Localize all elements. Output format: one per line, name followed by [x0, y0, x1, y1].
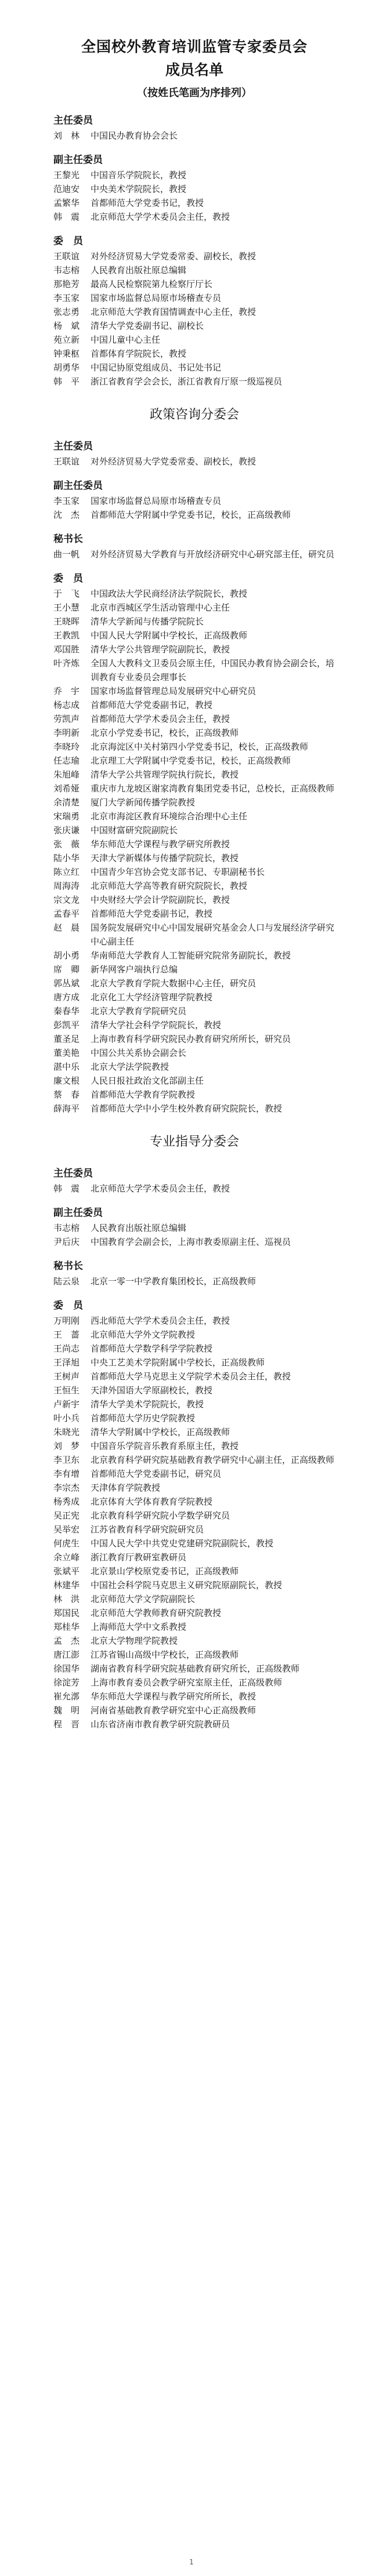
member-name: 何虎生 — [53, 1538, 80, 1549]
member-row — [53, 455, 335, 468]
member-name: 李晓玲 — [53, 742, 80, 752]
member-role: 清华大学美术学院院长，教授 — [91, 1399, 204, 1409]
member-role: 中国人民大学中共党史党建研究院副院长，教授 — [91, 1538, 274, 1549]
member-name: 孟繁华 — [53, 198, 80, 208]
member-name: 李有增 — [53, 1469, 80, 1479]
member-name: 孟春平 — [53, 909, 80, 919]
member-role: 最高人民检察院第九检察厅厅长 — [91, 279, 213, 289]
member-role: 中国青少年宫协会党支部书记、专职副秘书长 — [91, 867, 265, 877]
member-row — [53, 361, 335, 375]
member-name: 吴举宏 — [53, 1524, 80, 1535]
member-row — [53, 347, 335, 361]
member-role: 中国财富研究院副院长 — [91, 825, 178, 835]
member-name: 徐国华 — [53, 1663, 80, 1674]
member-role: 北京大学物理学院教授 — [91, 1636, 178, 1646]
member-row — [53, 1453, 335, 1467]
member-role: 首都师范大学党委副书记，研究员 — [91, 1469, 222, 1479]
member-name: 张斌平 — [53, 1566, 80, 1576]
member-name: 那艳芳 — [53, 279, 80, 289]
member-role: 浙江教育厅教研室教研员 — [91, 1552, 187, 1563]
member-row — [53, 1523, 335, 1536]
member-role: 中国音乐学院音乐教育系原主任，教授 — [91, 1441, 239, 1451]
member-group — [53, 531, 335, 561]
member-name: 宋瑞勇 — [53, 811, 80, 822]
member-name: 彭凯平 — [53, 1020, 80, 1030]
group-title: 主任委员 — [53, 115, 93, 126]
member-row — [53, 1717, 335, 1731]
member-name: 王恒生 — [53, 1385, 80, 1396]
member-role: 北京师范大学教师教育研究院教授 — [91, 1608, 222, 1618]
member-role: 厦门大学新闻传播学院教授 — [91, 797, 196, 808]
member-row — [53, 782, 335, 795]
member-role: 清华大学公共管理学院执行院长，教授 — [91, 769, 239, 780]
member-name: 张庆谦 — [53, 825, 80, 835]
member-name: 董圣足 — [53, 1034, 80, 1044]
member-role: 国家市场监督总局原市场稽查专员 — [91, 496, 222, 506]
member-row — [53, 1018, 335, 1032]
member-role: 上海市教育委员会教学研究室原主任，正高级教师 — [91, 1677, 283, 1688]
member-row — [53, 1467, 335, 1481]
member-role: 人民教育出版社原总编辑 — [91, 265, 187, 275]
member-role: 中央美术学院院长，教授 — [91, 184, 187, 194]
member-name: 宗文龙 — [53, 895, 80, 905]
member-row — [53, 1439, 335, 1453]
group-title: 委 员 — [53, 235, 83, 247]
member-role: 首都师范大学教育学院教授 — [91, 1089, 196, 1100]
member-row — [53, 684, 335, 698]
member-row — [53, 1550, 335, 1564]
member-row — [53, 1274, 335, 1288]
main-committee-list — [53, 112, 335, 388]
member-role: 浙江省教育学会会长，浙江省教育厅原一级巡视员 — [91, 376, 283, 387]
member-row — [53, 168, 335, 182]
member-name: 叶小兵 — [53, 1413, 80, 1423]
member-name: 王 蔷 — [53, 1329, 80, 1340]
member-name: 刘 梦 — [53, 1441, 80, 1451]
group-title: 秘书长 — [53, 1260, 83, 1272]
member-role: 国家市场监督管理总局发展研究中心研究员 — [91, 686, 256, 696]
member-row — [53, 879, 335, 893]
member-group — [53, 1258, 335, 1288]
member-row — [53, 182, 335, 196]
member-role: 江苏省教育科学研究院研究员 — [91, 1524, 204, 1535]
member-row — [53, 615, 335, 628]
member-name: 张 薇 — [53, 839, 80, 849]
member-role: 北京海淀区中关村第四小学党委书记，校长，正高级教师 — [91, 742, 309, 752]
policy-committee-list — [53, 438, 335, 1116]
member-group — [53, 152, 335, 224]
member-name: 朱晓光 — [53, 1427, 80, 1437]
member-group — [53, 1205, 335, 1249]
member-row — [53, 1342, 335, 1356]
member-name: 董美艳 — [53, 1048, 80, 1058]
member-role: 北京大学教育学院大数据中心主任，研究员 — [91, 978, 256, 989]
member-role: 中国记协原党组成员、书记处书记 — [91, 362, 222, 373]
member-role: 首都师范大学附属中学党委书记，校长，正高级教师 — [91, 510, 291, 520]
member-role: 天津体育学院教授 — [91, 1483, 161, 1493]
member-row — [53, 508, 335, 522]
member-name: 王尚志 — [53, 1343, 80, 1354]
member-role: 清华大学附属中学校长，正高级教师 — [91, 1427, 230, 1437]
member-row — [53, 210, 335, 224]
member-name: 陆云泉 — [53, 1276, 80, 1287]
member-role: 北京小学党委书记，校长，正高级教师 — [91, 728, 239, 738]
member-name: 万明刚 — [53, 1316, 80, 1326]
member-name: 刘 林 — [53, 130, 80, 141]
member-role: 首都师范大学历史学院教授 — [91, 1413, 196, 1423]
member-role: 北京教育科学研究院小学数学研究员 — [91, 1510, 230, 1521]
member-name: 王黎光 — [53, 170, 80, 180]
member-role: 北京大学教育学院研究员 — [91, 1006, 187, 1016]
member-name: 乔 宇 — [53, 686, 80, 696]
member-row — [53, 1046, 335, 1060]
member-group — [53, 1165, 335, 1196]
member-name: 沈 杰 — [53, 510, 80, 520]
document-subtitle: 成员名单 — [165, 61, 223, 78]
member-row — [53, 1314, 335, 1328]
member-row — [53, 1509, 335, 1523]
member-row — [53, 1536, 335, 1550]
member-row — [53, 851, 335, 865]
member-row — [53, 277, 335, 291]
member-role: 首都师范大学党委副书记，教授 — [91, 700, 213, 710]
member-row — [53, 642, 335, 656]
member-name: 苑立新 — [53, 335, 80, 345]
member-name: 薛海平 — [53, 1103, 80, 1114]
member-row — [53, 976, 335, 990]
member-role: 北京大学法学院教授 — [91, 1062, 169, 1072]
member-row — [53, 1634, 335, 1648]
member-row — [53, 375, 335, 388]
member-group — [53, 1298, 335, 1731]
member-name: 刘希娅 — [53, 783, 80, 794]
member-row — [53, 823, 335, 837]
member-name: 劳凯声 — [53, 714, 80, 724]
member-role: 首都师范大学数学科学学院教授 — [91, 1343, 213, 1354]
member-role: 首都师范大学学术委员会主任，教授 — [91, 714, 230, 724]
member-row — [53, 1356, 335, 1369]
group-title: 副主任委员 — [53, 154, 103, 166]
member-role: 中国政法大学民商经济法学院院长，教授 — [91, 588, 248, 599]
member-role: 清华大学党委副书记、副校长 — [91, 321, 204, 331]
member-role: 北京市海淀区教育环境综合治理中心主任 — [91, 811, 248, 822]
member-role: 对外经济贸易大学党委常委、副校长，教授 — [91, 456, 256, 467]
member-role: 全国人大教科文卫委员会原主任，中国民办教育协会副会长，培训教育专业委员会理事长 — [91, 658, 335, 682]
member-group — [53, 478, 335, 522]
document-title: 全国校外教育培训监管专家委员会 — [81, 38, 308, 55]
member-role: 江苏省锡山高级中学校长，正高级教师 — [91, 1649, 239, 1660]
member-name: 任志瑜 — [53, 755, 80, 766]
member-role: 清华大学新闻与传播学院院长 — [91, 616, 204, 627]
member-row — [53, 319, 335, 333]
member-row — [53, 1676, 335, 1690]
member-row — [53, 1102, 335, 1116]
member-role: 国务院发展研究中心中国发展研究基金会人口与发展经济学研究中心副主任 — [91, 922, 335, 947]
member-name: 李明新 — [53, 728, 80, 738]
group-title: 秘书长 — [53, 533, 83, 545]
member-row — [53, 601, 335, 615]
member-name: 程 晋 — [53, 1719, 80, 1730]
member-role: 清华大学公共管理学院副院长，教授 — [91, 644, 230, 655]
member-role: 上海师范大学中文系教授 — [91, 1622, 187, 1632]
member-row — [53, 740, 335, 754]
member-role: 首都师范大学党委书记，教授 — [91, 198, 204, 208]
member-name: 邓国胜 — [53, 644, 80, 655]
member-role: 中国教育学会副会长，上海市教委原副主任、巡视员 — [91, 1237, 291, 1247]
member-name: 王树声 — [53, 1371, 80, 1382]
member-row — [53, 291, 335, 305]
member-role: 西北师范大学学术委员会主任，教授 — [91, 1316, 230, 1326]
member-role: 华东师范大学课程与教学研究所教授 — [91, 839, 230, 849]
member-name: 唐方成 — [53, 992, 80, 1002]
member-row — [53, 1425, 335, 1439]
member-role: 对外经济贸易大学党委常委、副校长，教授 — [91, 251, 256, 261]
group-title: 委 员 — [53, 1300, 83, 1311]
member-name: 卢新宇 — [53, 1399, 80, 1409]
member-role: 北京师范大学学术委员会主任，教授 — [91, 212, 230, 222]
member-name: 韦志榕 — [53, 265, 80, 275]
member-name: 廉文根 — [53, 1076, 80, 1086]
member-row — [53, 698, 335, 712]
member-row — [53, 263, 335, 277]
member-name: 王晓晖 — [53, 616, 80, 627]
member-role: 北京师范大学文学院副院长 — [91, 1594, 196, 1604]
policy-section-title: 政策咨询分委会 — [149, 408, 239, 422]
member-row — [53, 907, 335, 921]
member-name: 韦志榕 — [53, 1223, 80, 1233]
member-row — [53, 1495, 335, 1509]
member-name: 唐江澎 — [53, 1649, 80, 1660]
group-title: 主任委员 — [53, 441, 93, 452]
member-name: 陈立红 — [53, 867, 80, 877]
member-name: 陆小华 — [53, 853, 80, 863]
member-name: 于 飞 — [53, 588, 80, 599]
member-row — [53, 1004, 335, 1018]
member-name: 席 卿 — [53, 964, 80, 975]
member-name: 范迪安 — [53, 184, 80, 194]
member-row — [53, 893, 335, 907]
member-role: 人民日报社政治文化部副主任 — [91, 1076, 204, 1086]
member-role: 北京化工大学经济管理学院教授 — [91, 992, 213, 1002]
member-name: 韩 平 — [53, 376, 80, 387]
member-role: 华东师范大学课程与教学研究所所长，教授 — [91, 1691, 256, 1702]
group-title: 副主任委员 — [53, 480, 103, 492]
member-name: 湛中乐 — [53, 1062, 80, 1072]
member-row — [53, 1235, 335, 1249]
member-role: 北京市西城区学生活动管理中心主任 — [91, 602, 230, 613]
member-name: 余清楚 — [53, 797, 80, 808]
member-name: 钟秉枢 — [53, 348, 80, 359]
member-row — [53, 333, 335, 347]
member-row — [53, 1703, 335, 1717]
member-name: 林建华 — [53, 1580, 80, 1590]
member-row — [53, 1564, 335, 1578]
member-name: 吴正宪 — [53, 1510, 80, 1521]
member-name: 杨 斌 — [53, 321, 80, 331]
member-role: 中国公共关系协会副会长 — [91, 1048, 187, 1058]
group-title: 主任委员 — [53, 1168, 93, 1179]
member-row — [53, 1481, 335, 1495]
member-row — [53, 949, 335, 962]
member-row — [53, 795, 335, 809]
group-title: 委 员 — [53, 573, 83, 584]
member-role: 新华网客户端执行总编 — [91, 964, 178, 975]
member-row — [53, 809, 335, 823]
member-row — [53, 1328, 335, 1342]
member-role: 北京师范大学教育国情调查中心主任，教授 — [91, 307, 256, 317]
member-name: 朱旭峰 — [53, 769, 80, 780]
member-name: 余立峰 — [53, 1552, 80, 1563]
member-row — [53, 921, 335, 949]
member-row — [53, 962, 335, 976]
member-row — [53, 768, 335, 782]
member-name: 郭丛斌 — [53, 978, 80, 989]
member-name: 王小慧 — [53, 602, 80, 613]
member-name: 王联谊 — [53, 456, 80, 467]
member-role: 湖南省教育科学研究院基础教育研究所长，正高级教师 — [91, 1663, 300, 1674]
member-row — [53, 656, 335, 684]
member-role: 重庆市九龙坡区谢家湾教育集团党委书记，总校长，正高级教师 — [91, 783, 335, 794]
professional-committee-list — [53, 1165, 335, 1731]
member-name: 杨志成 — [53, 700, 80, 710]
member-role: 中国音乐学院院长，教授 — [91, 170, 187, 180]
member-row — [53, 1221, 335, 1235]
member-group — [53, 233, 335, 388]
member-role: 国家市场监督总局原市场稽查专员 — [91, 293, 222, 303]
member-name: 李卫东 — [53, 1455, 80, 1465]
member-row — [53, 726, 335, 740]
member-role: 北京师范大学高等教育研究院院长，教授 — [91, 881, 248, 891]
member-row — [53, 249, 335, 263]
member-row — [53, 1411, 335, 1425]
member-group — [53, 571, 335, 1116]
member-row — [53, 990, 335, 1004]
member-name: 王联谊 — [53, 251, 80, 261]
member-name: 李玉家 — [53, 496, 80, 506]
member-name: 秦春华 — [53, 1006, 80, 1016]
member-role: 首都师范大学马克思主义学院学术委员会主任，教授 — [91, 1371, 291, 1382]
member-name: 韩 震 — [53, 1183, 80, 1194]
member-name: 胡小勇 — [53, 950, 80, 961]
member-row — [53, 1578, 335, 1592]
member-row — [53, 1060, 335, 1074]
member-role: 北京教育科学研究院基础教育教学研究中心副主任，正高级教师 — [91, 1455, 335, 1465]
page-number: 1 — [189, 2558, 194, 2566]
member-row — [53, 129, 335, 143]
member-name: 郑国民 — [53, 1608, 80, 1618]
member-name: 王泽旭 — [53, 1357, 80, 1368]
member-row — [53, 547, 335, 561]
member-role: 北京师范大学外文学院教授 — [91, 1329, 196, 1340]
member-name: 曲一帆 — [53, 549, 80, 559]
member-name: 魏 明 — [53, 1705, 80, 1716]
member-row — [53, 1662, 335, 1676]
member-row — [53, 494, 335, 508]
member-row — [53, 1606, 335, 1620]
member-role: 中国社会科学院马克思主义研究院原副院长，教授 — [91, 1580, 283, 1590]
professional-section-title: 专业指导分委会 — [149, 1135, 239, 1149]
member-row — [53, 1397, 335, 1411]
member-name: 赵 晨 — [53, 922, 80, 933]
member-row — [53, 305, 335, 319]
member-name: 李玉家 — [53, 293, 80, 303]
member-row — [53, 1369, 335, 1383]
member-group — [53, 438, 335, 468]
member-row — [53, 628, 335, 642]
member-role: 天津大学新媒体与传播学院院长，教授 — [91, 853, 239, 863]
member-row — [53, 1088, 335, 1102]
member-name: 张志勇 — [53, 307, 80, 317]
member-role: 中国民办教育协会会长 — [91, 130, 178, 141]
member-row — [53, 1620, 335, 1634]
group-title: 副主任委员 — [53, 1207, 103, 1219]
member-row — [53, 1648, 335, 1662]
member-name: 尹后庆 — [53, 1237, 80, 1247]
member-role: 北京一零一中学教育集团校长，正高级教师 — [91, 1276, 256, 1287]
member-role: 北京景山学校原党委书记，正高级教师 — [91, 1566, 239, 1576]
member-name: 杨秀成 — [53, 1496, 80, 1507]
member-role: 上海市教育科学研究院民办教育研究所所长，研究员 — [91, 1034, 291, 1044]
member-role: 北京体育大学体育教育学院教授 — [91, 1496, 213, 1507]
member-role: 人民教育出版社原总编辑 — [91, 1223, 187, 1233]
member-name: 韩 震 — [53, 212, 80, 222]
member-row — [53, 712, 335, 726]
member-row — [53, 865, 335, 879]
member-name: 周海涛 — [53, 881, 80, 891]
member-row — [53, 196, 335, 210]
member-role: 山东省济南市教育教学研究院教研员 — [91, 1719, 230, 1730]
member-row — [53, 754, 335, 768]
member-name: 郑桂华 — [53, 1622, 80, 1632]
member-row — [53, 1592, 335, 1606]
member-name: 林 洪 — [53, 1594, 80, 1604]
member-name: 李宗杰 — [53, 1483, 80, 1493]
member-role: 北京师范大学学术委员会主任，教授 — [91, 1183, 230, 1194]
member-role: 河南省基础教育教学研究室中心正高级教师 — [91, 1705, 256, 1716]
member-role: 中央工艺美术学院附属中学校长，正高级教师 — [91, 1357, 265, 1368]
ordering-note: （按姓氏笔画为序排列） — [137, 87, 252, 99]
member-role: 清华大学社会科学学院院长，教授 — [91, 1020, 222, 1030]
member-role: 中央财经大学会计学院副院长，教授 — [91, 895, 230, 905]
member-name: 徐淀芳 — [53, 1677, 80, 1688]
member-row — [53, 1074, 335, 1088]
member-role: 天津外国语大学原副校长，教授 — [91, 1385, 213, 1396]
member-role: 北京理工大学附属中学党委书记，校长，正高级教师 — [91, 755, 291, 766]
member-name: 蔡 春 — [53, 1089, 80, 1100]
member-row — [53, 1383, 335, 1397]
member-name: 孟 杰 — [53, 1636, 80, 1646]
member-role: 华南师范大学教育人工智能研究院常务副院长，教授 — [91, 950, 291, 961]
member-role: 中国儿童中心主任 — [91, 335, 161, 345]
member-role: 中国人民大学附属中学校长，正高级教师 — [91, 630, 248, 641]
member-row — [53, 1032, 335, 1046]
member-role: 首都师范大学党委副书记，教授 — [91, 909, 213, 919]
member-row — [53, 1182, 335, 1196]
member-role: 首都师范大学中小学生校外教育研究院院长，教授 — [91, 1103, 283, 1114]
member-name: 胡勇华 — [53, 362, 80, 373]
member-role: 对外经济贸易大学教育与开放经济研究中心研究部主任，研究员 — [91, 549, 335, 559]
member-row — [53, 837, 335, 851]
member-name: 崔允漷 — [53, 1691, 80, 1702]
member-row — [53, 587, 335, 601]
member-name: 叶齐炼 — [53, 658, 80, 668]
member-row — [53, 1690, 335, 1703]
member-name: 王教凯 — [53, 630, 80, 641]
member-group — [53, 112, 335, 143]
member-role: 首都体育学院院长，教授 — [91, 348, 187, 359]
